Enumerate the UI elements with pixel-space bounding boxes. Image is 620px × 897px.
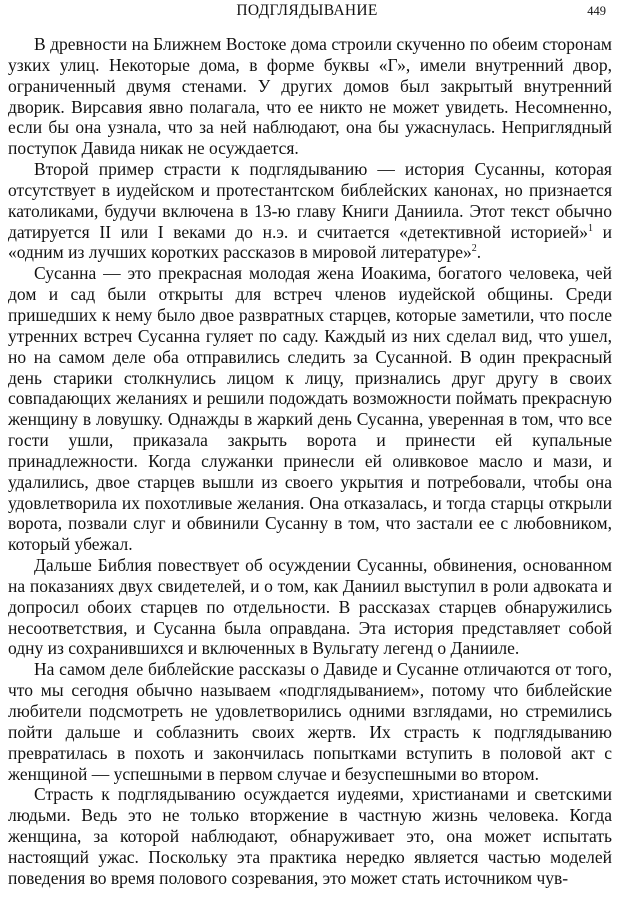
footnote-ref-2[interactable]: 2	[471, 243, 477, 255]
paragraph-text: Страсть к подглядыванию осуждается иудеями, христианами и светскими людьми. Ведь это не только вторжение в частную жизнь человека. Когда женщина, за которой наблюдают, обнаруживает это, она может испытать настоящий ужас. Поскольку эта практика нередко является частью моделей поведения во время полового созревания, это может стать источником чув-	[8, 784, 612, 888]
body-text	[8, 34, 612, 889]
paragraph-6	[8, 784, 612, 888]
paragraph-text: В древности на Ближнем Востоке дома строили скученно по обеим сторонам узких улиц. Некоторые дома, в форме буквы «Г», имели внутренний двор, ограниченный двумя стенами. У других домов был закрытый внутренний дворик. Вирсавия явно полагала, что ее никто не может увидеть. Несомненно, если бы она узнала, что за ней наблюдают, она бы ужаснулась. Неприглядный поступок Давида никак не осуждается.	[8, 34, 612, 159]
paragraph-3	[8, 263, 612, 555]
paragraph-text: На самом деле библейские рассказы о Давиде и Сусанне отличаются от того, что мы сегодня обычно называем «подглядыванием», потому что библейские любители подсмотреть не удовлетворились одними взглядами, но стремились пойти дальше и соблазнить своих жертв. Их страсть к подглядыванию превратилась в похоть и закончилась попытками вступить в половой акт с женщиной — успешными в первом случае и безуспешными во втором.	[8, 659, 612, 784]
paragraph-text: .	[476, 242, 482, 263]
running-title: ПОДГЛЯДЫВАНИЕ	[236, 2, 378, 19]
paragraph-1	[8, 34, 612, 159]
paragraph-5	[8, 659, 612, 784]
paragraph-text: Сусанна — это прекрасная молодая жена Иоакима, богатого человека, чей дом и сад были открыты для встреч членов иудейской общины. Среди пришедших к нему было двое развратных старцев, которые заметили, что после утренних встреч Сусанна гуляет по саду. Каждый из них сделал вид, что ушел, но на самом деле оба отправились следить за Сусанной. В один прекрасный день старики столкнулись лицом к лицу, признались друг другу в своих совпадающих желаниях и решили подождать возможности поймать прекрасную женщину в ловушку. Однажды в жаркий день Сусанна, уверенная в том, что все гости ушли, приказала закрыть ворота и принести ей купальные принадлежности. Когда служанки принесли ей оливковое масло и мази, и удалились, двое старцев вышли из своего укрытия и потребовали, чтобы она удовлетворила их похотливые желания. Она отказалась, и тогда старцы открыли ворота, позвали слуг и обвинили Сусанну в том, что застали ее с любовником, который убежал.	[8, 263, 612, 555]
paragraph-2	[8, 159, 612, 263]
paragraph-text: Второй пример страсти к подглядыванию — история Сусанны, которая отсутствует в иудейском и протестантском библейских канонах, но признается католиками, будучи включена в 13-ю главу Книги Даниила. Этот текст обычно датируется II или I веками до н.э. и считается «детективной историей»	[8, 159, 612, 242]
paragraph-text: Дальше Библия повествует об осуждении Сусанны, обвинения, основанном на показаниях двух свидетелей, и о том, как Даниил выступил в роли адвоката и допросил обоих старцев по отдельности. В рассказах старцев обнаружились несоответствия, и Сусанна была оправдана. Эта история представляет собой одну из сохранившихся и включенных в Вульгату легенд о Данииле.	[8, 555, 612, 659]
footnote-ref-1[interactable]: 1	[587, 222, 593, 234]
running-header	[8, 1, 606, 21]
paragraph-4	[8, 555, 612, 659]
page-number: 449	[587, 4, 606, 18]
paragraph-text: и «одним из лучших коротких рассказов в мировой литературе»	[8, 221, 612, 263]
